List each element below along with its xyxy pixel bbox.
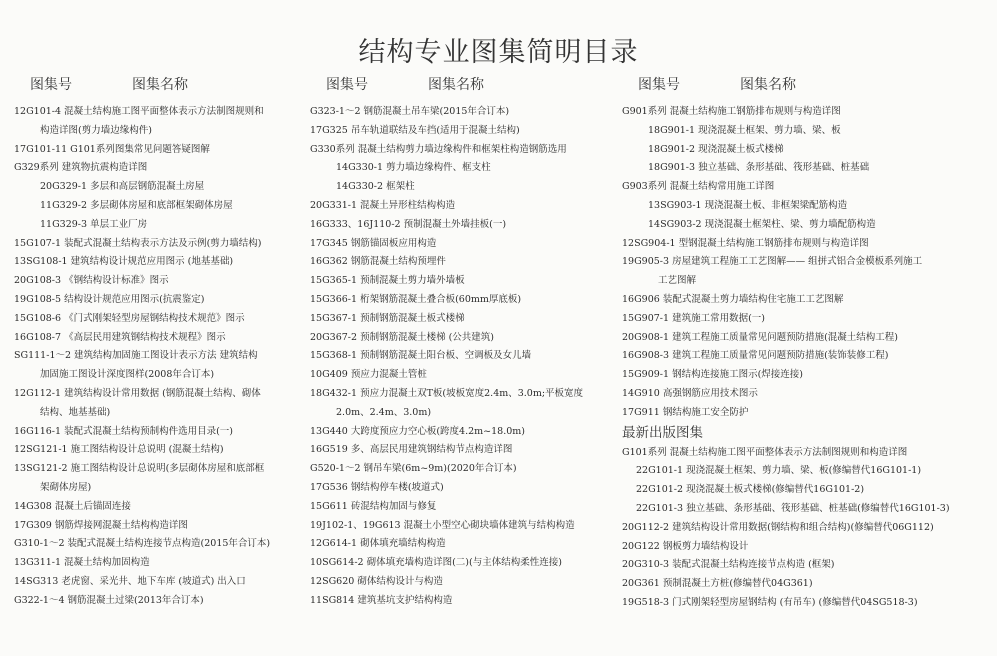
catalog-entry: 13SG903-1 现浇混凝土板、非框架梁配筋构造 (648, 199, 848, 211)
catalog-entry: 16G116-1 装配式混凝土结构预制构件选用目录(一) (14, 425, 233, 437)
header-name-label: 图集名称 (428, 77, 484, 93)
catalog-entry: 22G101-2 现浇混凝土板式楼梯(修编替代16G101-2) (636, 484, 865, 496)
catalog-entry: 14SG903-2 现浇混凝土框架柱、梁、剪力墙配筋构造 (648, 218, 876, 230)
catalog-column-1 (14, 74, 314, 611)
catalog-entry: 17G309 钢筋焊接网混凝土结构构造详图 (14, 519, 188, 531)
section-heading: 最新出版图集 (622, 424, 703, 441)
catalog-entry: 20G122 钢板剪力墙结构设计 (622, 540, 749, 552)
catalog-entry: 结构、地基基础) (40, 406, 111, 418)
catalog-entry: 12G112-1 建筑结构设计常用数据 (钢筋混凝土结构、砌体 (14, 387, 261, 399)
catalog-entry: 13SG108-1 建筑结构设计规范应用图示 (地基基础) (14, 256, 234, 268)
catalog-entry: 13G440 大跨度预应力空心板(跨度4.2m~18.0m) (310, 425, 525, 437)
catalog-entry: 14G308 混凝土后锚固连接 (14, 500, 131, 512)
catalog-entry: 10G409 预应力混凝土管桩 (310, 369, 427, 381)
header-code-label: 图集号 (30, 77, 72, 93)
catalog-entry: 20G329-1 多层和高层钢筋混凝土房屋 (40, 181, 205, 193)
catalog-entry: 15G909-1 钢结构连接施工图示(焊接连接) (622, 369, 803, 381)
catalog-entry: 16G906 装配式混凝土剪力墙结构住宅施工工艺图解 (622, 293, 844, 305)
catalog-entry: 15G107-1 装配式混凝土结构表示方法及示例(剪力墙结构) (14, 237, 262, 249)
catalog-entry: G329系列 建筑物抗震构造详图 (14, 162, 148, 174)
column-header (14, 74, 314, 94)
catalog-entry: 17G101-11 G101系列图集常见问题答疑图解 (14, 143, 210, 155)
catalog-entry: 15G366-1 桁架钢筋混凝土叠合板(60mm厚底板) (310, 293, 522, 305)
catalog-entry: G520-1～2 钢吊车梁(6m~9m)(2020年合订本) (310, 463, 517, 475)
catalog-entry: 构造详图(剪力墙边缘构件) (40, 124, 152, 136)
catalog-entry: 20G108-3 《钢结构设计标准》图示 (14, 275, 169, 287)
column-header (310, 74, 618, 94)
catalog-entry: 17G911 钢结构施工安全防护 (622, 406, 749, 418)
catalog-entry: 17G345 钢筋锚固板应用构造 (310, 237, 437, 249)
catalog-entry: 11G329-2 多层砌体房屋和底部框架砌体房屋 (40, 199, 233, 211)
catalog-entry: G901系列 混凝土结构施工钢筋排布规则与构造详图 (622, 106, 841, 117)
catalog-entry: 15G365-1 预制混凝土剪力墙外墙板 (310, 275, 465, 287)
catalog-entry: 22G101-3 独立基础、条形基础、筏形基础、桩基础(修编替代16G101-3) (636, 502, 950, 514)
catalog-entry: 20G908-1 建筑工程施工质量常见问题预防措施(混凝土结构工程) (622, 331, 898, 343)
catalog-entry: 17G325 吊车轨道联结及车挡(适用于混凝土结构) (310, 124, 520, 136)
catalog-entry: 12G101-4 混凝土结构施工图平面整体表示方法制图规则和 (14, 106, 264, 117)
catalog-entry: 20G361 预制混凝土方桩(修编替代04G361) (622, 578, 813, 590)
catalog-entry: 10SG614-2 砌体填充墙构造详图(二)(与主体结构柔性连接) (310, 557, 562, 569)
catalog-entry: 15G611 砖混结构加固与修复 (310, 500, 437, 512)
catalog-entry: 19G108-5 结构设计规范应用图示(抗震鉴定) (14, 293, 205, 305)
catalog-entry: 18G901-1 现浇混凝土框架、剪力墙、梁、板 (648, 124, 841, 136)
header-name-label: 图集名称 (740, 77, 796, 93)
catalog-entry: 22G101-1 现浇混凝土框架、剪力墙、梁、板(修编替代16G101-1) (636, 465, 922, 477)
catalog-entry: G330系列 混凝土结构剪力墙边缘构件和框架柱构造钢筋选用 (310, 143, 567, 155)
catalog-entry: 14G910 高强钢筋应用技术图示 (622, 387, 758, 399)
catalog-entry: 20G310-3 装配式混凝土结构连接节点构造 (框架) (622, 559, 835, 571)
catalog-entry: 12G614-1 砌体填充墙结构构造 (310, 538, 446, 550)
catalog-entry: G101系列 混凝土结构施工图平面整体表示方法制图规则和构造详图 (622, 446, 908, 458)
catalog-entry: SG111-1～2 建筑结构加固施工图设计表示方法 建筑结构 (14, 350, 258, 362)
catalog-entry: G310-1～2 装配式混凝土结构连接节点构造(2015年合订本) (14, 538, 271, 550)
column-header (622, 74, 994, 94)
catalog-entry: 11G329-3 单层工业厂房 (40, 218, 148, 230)
catalog-entry: 16G108-7 《高层民用建筑钢结构技术规程》图示 (14, 331, 226, 343)
catalog-entry: 工艺图解 (658, 275, 697, 287)
catalog-entry: 16G362 钢筋混凝土结构预埋件 (310, 256, 446, 268)
catalog-entry: 13G311-1 混凝土结构加固构造 (14, 557, 150, 569)
catalog-entry: 20G331-1 混凝土异形柱结构构造 (310, 199, 456, 211)
catalog-entry: 架砌体房屋) (40, 481, 92, 493)
catalog-entry: 12SG620 砌体结构设计与构造 (310, 575, 443, 587)
catalog-entry: 加固施工图设计深度图样(2008年合订本) (40, 369, 215, 381)
catalog-entry: 13SG121-2 施工图结构设计总说明(多层砌体房屋和底部框 (14, 463, 265, 475)
catalog-list (622, 103, 994, 613)
catalog-entry: 18G901-2 现浇混凝土板式楼梯 (648, 143, 784, 155)
catalog-entry: G323-1～2 钢筋混凝土吊车梁(2015年合订本) (310, 106, 510, 117)
catalog-entry: 17G536 钢结构停车楼(坡道式) (310, 481, 444, 493)
catalog-entry: 19J102-1、19G613 混凝土小型空心砌块墙体建筑与结构构造 (310, 519, 575, 531)
catalog-entry: 12SG121-1 施工图结构设计总说明 (混凝土结构) (14, 444, 224, 456)
catalog-list (310, 103, 618, 611)
catalog-entry: 20G367-2 预制钢筋混凝土楼梯 (公共建筑) (310, 331, 495, 343)
catalog-entry: 14SG313 老虎窗、采光井、地下车库 (坡道式) 出入口 (14, 575, 246, 587)
catalog-entry: 19G518-3 门式刚架轻型房屋钢结构 (有吊车) (修编替代04SG518-3) (622, 596, 918, 608)
catalog-entry: 2.0m、2.4m、3.0m) (336, 406, 432, 418)
catalog-entry: 16G519 多、高层民用建筑钢结构节点构造详图 (310, 444, 513, 456)
catalog-entry: 11SG814 建筑基坑支护结构构造 (310, 594, 453, 606)
catalog-entry: 16G908-3 建筑工程施工质量常见问题预防措施(装饰装修工程) (622, 350, 889, 362)
catalog-entry: 15G367-1 预制钢筋混凝土板式楼梯 (310, 312, 465, 324)
catalog-entry: 14G330-1 剪力墙边缘构件、框支柱 (336, 162, 491, 174)
header-name-label: 图集名称 (132, 77, 188, 93)
page-title: 结构专业图集简明目录 (358, 37, 639, 68)
header-code-label: 图集号 (326, 77, 368, 93)
catalog-entry: 15G368-1 预制钢筋混凝土阳台板、空调板及女儿墙 (310, 350, 532, 362)
catalog-column-2 (310, 74, 618, 611)
catalog-column-3 (622, 74, 994, 613)
catalog-list (14, 103, 314, 611)
catalog-entry: 18G432-1 预应力混凝土双T板(坡板宽度2.4m、3.0m;平板宽度 (310, 387, 584, 399)
catalog-entry: 18G901-3 独立基础、条形基础、筏形基础、桩基础 (648, 162, 870, 174)
catalog-entry: G322-1～4 钢筋混凝土过梁(2013年合订本) (14, 594, 204, 606)
catalog-entry: 20G112-2 建筑结构设计常用数据(钢结构和组合结构)(修编替代06G112) (622, 521, 934, 533)
catalog-entry: 15G108-6 《门式刚架轻型房屋钢结构技术规范》图示 (14, 312, 245, 324)
catalog-entry: G903系列 混凝土结构常用施工详图 (622, 181, 775, 193)
header-code-label: 图集号 (638, 77, 680, 93)
catalog-entry: 19G905-3 房屋建筑工程施工工艺图解—— 组拼式铝合金模板系列施工 (622, 256, 923, 268)
catalog-entry: 16G333、16J110-2 预制混凝土外墙挂板(一) (310, 218, 507, 230)
catalog-entry: 15G907-1 建筑施工常用数据(一) (622, 312, 765, 324)
catalog-entry: 14G330-2 框架柱 (336, 181, 415, 193)
catalog-entry: 12SG904-1 型钢混凝土结构施工钢筋排布规则与构造详图 (622, 237, 869, 249)
